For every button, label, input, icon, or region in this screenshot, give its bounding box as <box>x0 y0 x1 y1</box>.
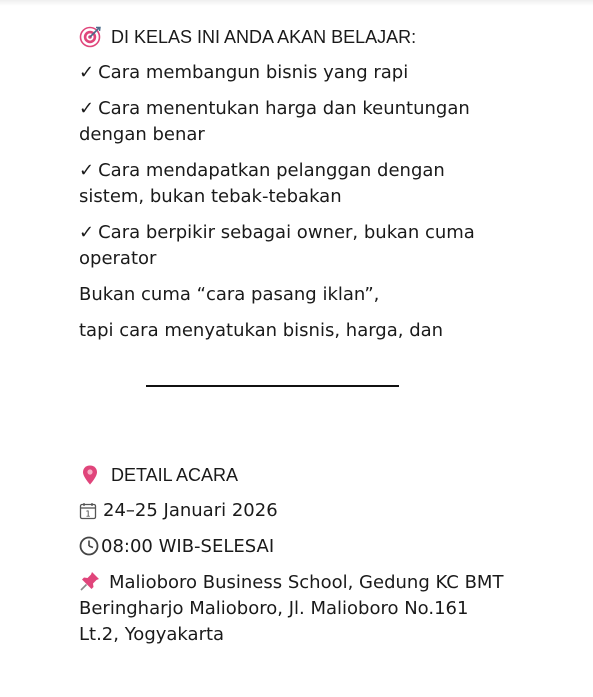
list-item-text: Cara membangun bisnis yang rapi <box>98 62 409 83</box>
clock-icon <box>79 536 99 556</box>
learning-heading <box>79 24 499 50</box>
event-date <box>79 498 509 524</box>
event-time <box>79 534 509 560</box>
target-icon <box>79 26 101 48</box>
learning-heading-text: DI KELAS INI ANDA AKAN BELAJAR: <box>111 27 417 47</box>
event-date-text: 24–25 Januari 2026 <box>103 500 278 521</box>
list-item <box>79 158 499 210</box>
checkmark-icon: ✓ <box>79 222 95 243</box>
section-divider <box>146 385 399 387</box>
checkmark-icon: ✓ <box>79 62 95 83</box>
note-line-2: tapi cara menyatukan bisnis, harga, dan <box>79 320 444 341</box>
checkmark-icon: ✓ <box>79 98 95 119</box>
location-pin-icon <box>79 464 101 486</box>
svg-text:1: 1 <box>85 509 91 519</box>
event-venue-text: Malioboro Business School, Gedung KC BMT Beringharjo Malioboro, Jl. Malioboro No.161 Lt.2, Yogyakarta <box>79 572 504 645</box>
pushpin-icon <box>79 570 101 592</box>
list-item <box>79 96 499 148</box>
list-item-text: Cara menentukan harga dan keuntungan dengan benar <box>79 98 470 145</box>
detail-heading <box>79 462 509 488</box>
event-venue <box>79 570 509 648</box>
list-item-text: Cara mendapatkan pelanggan dengan sistem, bukan tebak-tebakan <box>79 160 445 207</box>
event-time-text: 08:00 WIB-SELESAI <box>101 536 275 557</box>
list-item <box>79 60 499 86</box>
list-item-text: Cara berpikir sebagai owner, bukan cuma operator <box>79 222 475 269</box>
detail-heading-text: DETAIL ACARA <box>111 465 239 485</box>
checkmark-icon: ✓ <box>79 160 95 181</box>
event-detail-section <box>79 462 509 648</box>
learning-section <box>79 22 499 344</box>
top-edge-shadow <box>0 0 593 6</box>
list-item <box>79 220 499 272</box>
note-line-1: Bukan cuma “cara pasang iklan”, <box>79 284 380 305</box>
calendar-icon <box>79 502 97 520</box>
